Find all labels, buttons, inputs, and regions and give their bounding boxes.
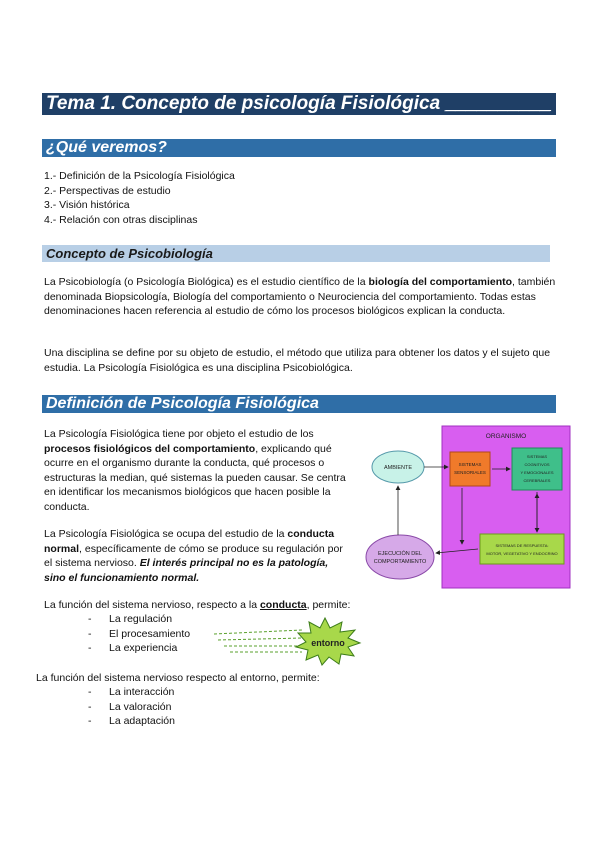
sensoriales-box [450,452,490,486]
toc-list [44,169,524,227]
list-entorno [88,685,288,729]
organismo-label: ORGANISMO [485,433,527,440]
page-title-text: Tema 1. Concepto de psicología Fisiológica [46,93,441,114]
text-run: , también denominada Biopsicología, Biología del comportamiento o Neurociencia del comportamiento. Todas estas denominaciones hacen referencia al estudio de cómo los procesos biológicos explican la conducta. [44,276,556,317]
bold-text: biología del comportamiento [368,276,513,288]
cognitivos-label: COGNITIVOS [524,462,550,467]
section-heading-definicion [42,395,556,413]
cognitivos-label: SISTEMAS [526,454,548,459]
page-title-trail: __________ [445,93,552,114]
paragraph [44,527,344,585]
entorno-label: entorno [311,638,345,648]
text-run: La Psicobiología (o Psicología Biológica) es el estudio científico de la [44,276,369,288]
page-title [42,93,556,115]
paragraph [44,427,354,514]
text-run: , explicando qué ocurre en el organismo durante la conducta, qué procesos o estructuras la median, qué sistemas la pueden causar. Se centra en identificar los mecanismos biológicos que hacen posible la conducta. [44,442,346,513]
toc-item: 3.- Visión histórica [44,199,130,211]
section-heading-text: Definición de Psicología Fisiológica [46,395,319,412]
organism-diagram [362,424,572,594]
ambiente-label: AMBIENTE [383,465,413,471]
text-run: La Psicología Fisiológica se ocupa del estudio de la [44,528,288,540]
cognitivos-label: Y EMOCIONALES [520,470,554,475]
list-item: - La interacción [88,685,288,700]
sensoriales-label: SENSORIALES [454,470,486,475]
bold-italic-text: El interés principal no es la patología, sino el funcionamiento normal. [44,557,329,584]
list-item: - La regulación [88,612,288,627]
toc-item: 2.- Perspectivas de estudio [44,184,171,197]
section-heading-concepto [42,245,550,262]
bold-text: procesos fisiológicos del comportamiento [44,442,256,455]
cognitivos-label: CEREBRALES [523,478,551,483]
paragraph [44,598,424,613]
sensoriales-label: SISTEMAS [458,462,482,467]
respuesta-label: SISTEMAS DE RESPUESTA: [495,543,549,548]
ejecucion-label: EJECUCIÓN DEL [377,551,423,557]
text-run: La función del sistema nervioso, respecto a la [44,599,260,611]
toc-item: 1.- Definición de la Psicología Fisiológica [44,170,235,182]
list-item: - La adaptación [88,714,288,729]
paragraph [44,275,556,319]
underlined-text: conducta [259,599,307,611]
text-run: , permite: [306,599,351,611]
text-run: , específicamente de cómo se produce su regulación por el sistema nervioso. [44,542,343,569]
paragraph: La función del sistema nervioso respecto al entorno, permite: [36,672,320,684]
respuesta-box [480,534,564,564]
section-heading-que-veremos [42,139,556,157]
section-heading-text: ¿Qué veremos? [46,139,167,156]
list-item: - La experiencia [88,641,288,656]
ejecucion-node [366,535,434,579]
list-item: - La valoración [88,700,288,715]
text-run: La Psicología Fisiológica tiene por objeto el estudio de los [44,428,314,440]
ejecucion-label: COMPORTAMIENTO [373,559,427,565]
section-heading-text: Concepto de Psicobiología [46,246,213,261]
speed-lines [214,630,302,652]
paragraph: Una disciplina se define por su objeto de estudio, el método que utiliza para obtener los datos y el sujeto que estudia. La Psicología Fisiológica es una disciplina Psicobiológica. [44,347,551,374]
respuesta-label: MOTOR, VEGETATIVO Y ENDOCRINO [486,551,558,556]
toc-item: 4.- Relación con otras disciplinas [44,213,198,226]
bold-text: conducta normal [44,528,335,555]
entorno-starburst [210,616,370,666]
list-item: - El procesamiento [88,627,288,642]
